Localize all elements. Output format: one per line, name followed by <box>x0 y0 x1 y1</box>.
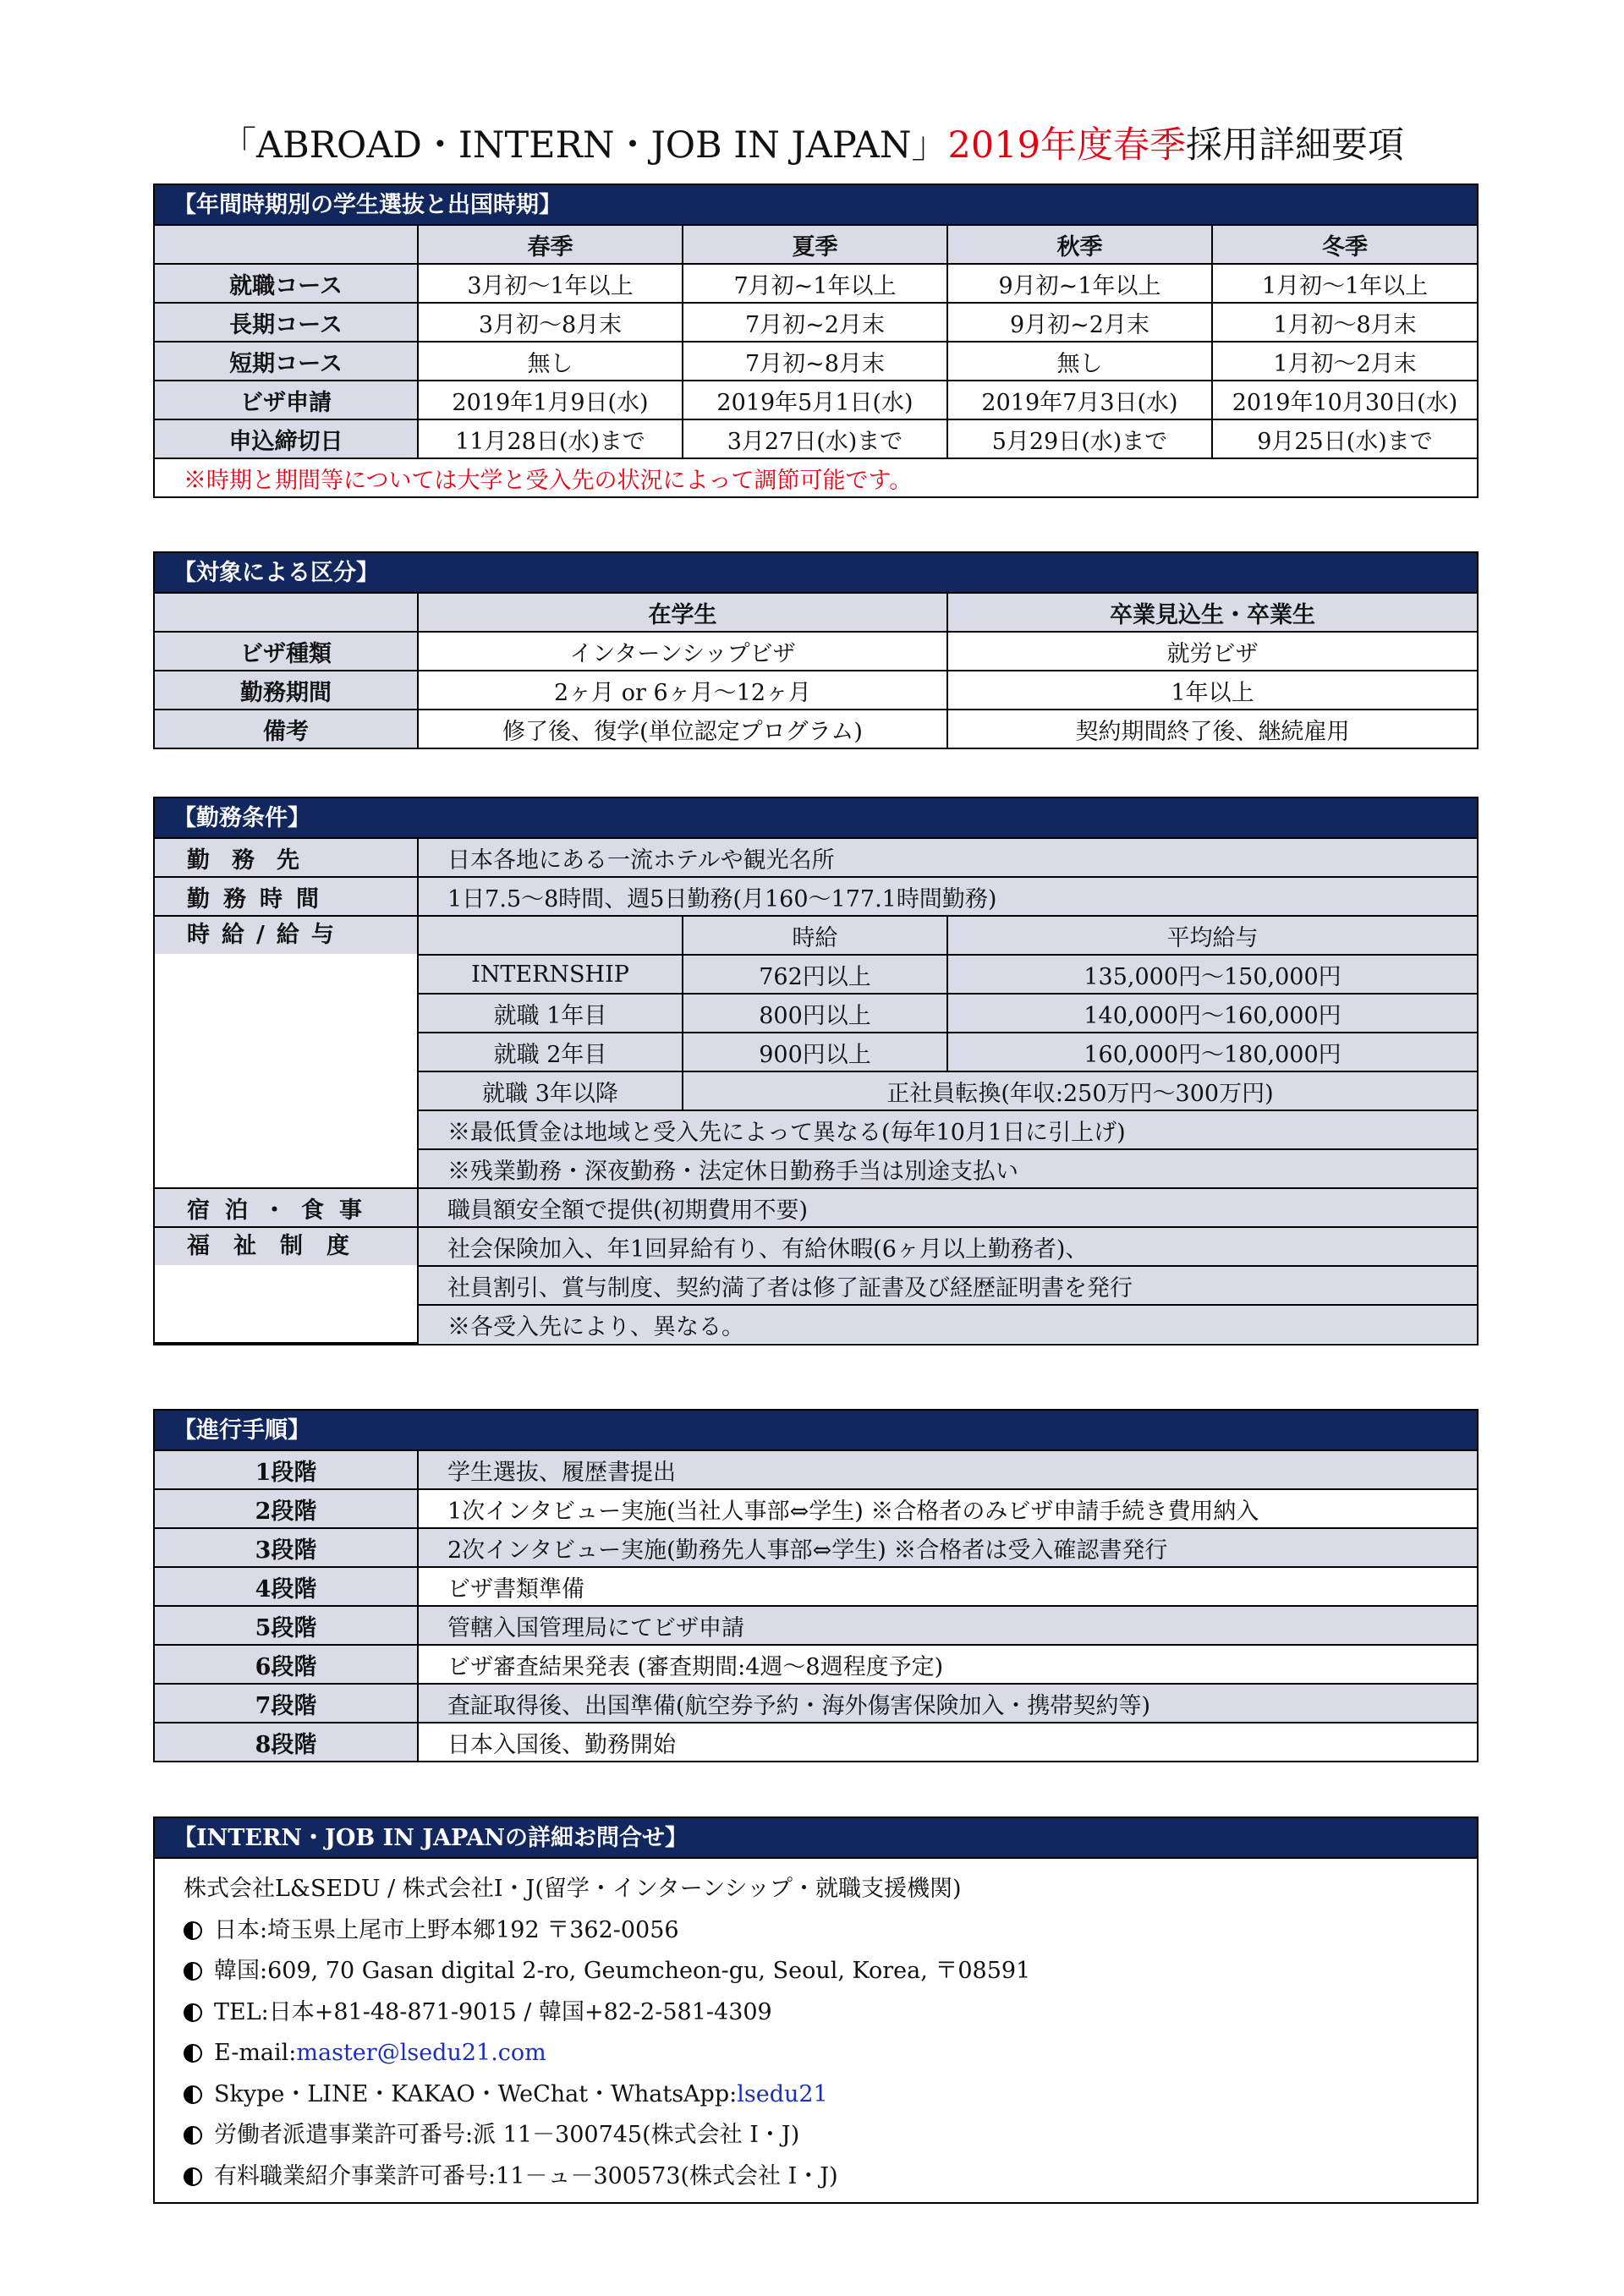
schedule-section <box>153 184 1479 498</box>
email-link[interactable]: master@lsedu21.com <box>296 2040 546 2066</box>
email-line: E-mail:master@lsedu21.com <box>184 2033 1477 2074</box>
half-filled-circle-icon <box>184 2044 202 2063</box>
wage-salary: 160,000円～180,000円 <box>947 1033 1477 1071</box>
step-label: 5段階 <box>155 1606 418 1645</box>
table-row <box>155 1567 1477 1606</box>
table-row <box>155 877 1477 916</box>
table-row <box>155 381 1477 419</box>
table-row <box>155 671 1477 710</box>
table-cell: 修了後、復学(単位認定プログラム) <box>418 710 947 748</box>
table-cell: 11月28日(水)まで <box>418 419 683 458</box>
table-row <box>155 342 1477 381</box>
column-header: 春季 <box>418 226 683 264</box>
license-line: 労働者派遣事業許可番号:派 11－300745(株式会社 I・J) <box>184 2115 1477 2156</box>
conditions-header: 【勤務条件】 <box>155 798 1477 839</box>
license-line: 有料職業紹介事業許可番号:11－ュ－300573(株式会社 I・J) <box>184 2156 1477 2198</box>
table-row <box>155 1489 1477 1528</box>
step-label: 1段階 <box>155 1451 418 1489</box>
tel-line: TEL:日本+81-48-871-9015 / 韓国+82-2-581-4309 <box>184 1992 1477 2034</box>
table-row <box>155 1723 1477 1761</box>
row-label-lodging: 宿泊・食事 <box>155 1188 418 1227</box>
step-text: 学生選抜、履歴書提出 <box>418 1451 1477 1489</box>
contact-header: 【INTERN・JOB IN JAPANの詳細お問合せ】 <box>155 1818 1477 1859</box>
welfare-line: ※各受入先により、異なる。 <box>418 1305 1477 1343</box>
step-label: 2段階 <box>155 1489 418 1528</box>
step-text: 2次インタビュー実施(勤務先人事部⇔学生) ※合格者は受入確認書発行 <box>418 1528 1477 1567</box>
table-header-row <box>155 226 1477 264</box>
table-cell: 1年以上 <box>947 671 1477 710</box>
process-section <box>153 1409 1479 1762</box>
column-header-salary: 平均給与 <box>947 916 1477 955</box>
step-text: ビザ書類準備 <box>418 1567 1477 1606</box>
half-filled-circle-icon <box>184 2167 202 2186</box>
table-cell: 9月25日(水)まで <box>1212 419 1477 458</box>
column-header: 在学生 <box>418 594 947 632</box>
step-label: 7段階 <box>155 1684 418 1723</box>
half-filled-circle-icon <box>184 2003 202 2022</box>
row-label-workplace: 勤務先 <box>155 839 418 877</box>
table-cell: 1月初～8月末 <box>1212 303 1477 342</box>
table-row <box>155 1188 1477 1227</box>
wage-note: ※残業勤務・深夜勤務・法定休日勤務手当は別途支払い <box>418 1149 1477 1188</box>
category-header: 【対象による区分】 <box>155 553 1477 594</box>
half-filled-circle-icon <box>184 2126 202 2145</box>
table-cell: 1月初～2月末 <box>1212 342 1477 381</box>
korea-address-line: 韓国:609, 70 Gasan digital 2-ro, Geumcheon-gu, Seoul, Korea, 〒08591 <box>184 1951 1477 1992</box>
step-text: 査証取得後、出国準備(航空券予約・海外傷害保険加入・携帯契約等) <box>418 1684 1477 1723</box>
table-cell: 2019年5月1日(水) <box>683 381 947 419</box>
table-row <box>155 632 1477 671</box>
page-title: 「ABROAD・INTERN・JOB IN JAPAN」2019年度春季採用詳細要項 <box>220 124 1404 167</box>
wage-type: INTERNSHIP <box>418 955 683 994</box>
table-cell: 3月初～8月末 <box>418 303 683 342</box>
table-header-row <box>155 594 1477 632</box>
wage-hourly: 762円以上 <box>683 955 947 994</box>
step-text: 管轄入国管理局にてビザ申請 <box>418 1606 1477 1645</box>
wage-salary: 140,000円～160,000円 <box>947 994 1477 1033</box>
row-label: 短期コース <box>155 342 418 381</box>
table-cell: 2019年1月9日(水) <box>418 381 683 419</box>
conditions-section <box>153 797 1479 1345</box>
table-row <box>155 1645 1477 1684</box>
row-label-wage: 時給/給与 <box>155 916 418 1188</box>
table-cell: 契約期間終了後、継続雇用 <box>947 710 1477 748</box>
wage-type: 就職 2年目 <box>418 1033 683 1071</box>
wage-hourly: 800円以上 <box>683 994 947 1033</box>
hours-value: 1日7.5～8時間、週5日勤務(月160～177.1時間勤務) <box>418 877 1477 916</box>
welfare-line: 社会保険加入、年1回昇給有り、有給休暇(6ヶ月以上勤務者)、 <box>418 1227 1477 1266</box>
table-cell: 9月初~2月末 <box>947 303 1212 342</box>
column-header: 夏季 <box>683 226 947 264</box>
table-row <box>155 710 1477 748</box>
table-cell: 3月27日(水)まで <box>683 419 947 458</box>
japan-address-line: 日本:埼玉県上尾市上野本郷192 〒362-0056 <box>184 1910 1477 1952</box>
table-cell: 就労ビザ <box>947 632 1477 671</box>
table-row <box>155 1227 1477 1266</box>
wage-note: ※最低賃金は地域と受入先によって異なる(毎年10月1日に引上げ) <box>418 1110 1477 1149</box>
wage-hourly: 900円以上 <box>683 1033 947 1071</box>
sns-link[interactable]: lsedu21 <box>737 2080 828 2107</box>
wage-type: 就職 3年以降 <box>418 1071 683 1110</box>
table-row <box>155 1528 1477 1567</box>
row-label-welfare: 福祉制度 <box>155 1227 418 1343</box>
schedule-header: 【年間時期別の学生選抜と出国時期】 <box>155 185 1477 226</box>
row-label: 就職コース <box>155 264 418 303</box>
step-text: 1次インタビュー実施(当社人事部⇔学生) ※合格者のみビザ申請手続き費用納入 <box>418 1489 1477 1528</box>
table-row <box>155 1684 1477 1723</box>
half-filled-circle-icon <box>184 1962 202 1981</box>
schedule-table <box>155 226 1477 496</box>
lodging-value: 職員額安全額で提供(初期費用不要) <box>418 1188 1477 1227</box>
table-row <box>155 1451 1477 1489</box>
step-label: 3段階 <box>155 1528 418 1567</box>
table-cell: 5月29日(水)まで <box>947 419 1212 458</box>
table-cell: 無し <box>418 342 683 381</box>
column-header-hourly: 時給 <box>683 916 947 955</box>
schedule-note: ※時期と期間等については大学と受入先の状況によって調節可能です。 <box>155 458 1477 496</box>
table-cell: インターンシップビザ <box>418 632 947 671</box>
category-section <box>153 551 1479 749</box>
row-label: ビザ種類 <box>155 632 418 671</box>
table-row <box>155 839 1477 877</box>
category-table <box>155 594 1477 748</box>
step-text: 日本入国後、勤務開始 <box>418 1723 1477 1761</box>
column-header: 卒業見込生・卒業生 <box>947 594 1477 632</box>
row-label: 長期コース <box>155 303 418 342</box>
process-header: 【進行手順】 <box>155 1411 1477 1451</box>
table-row <box>155 1606 1477 1645</box>
column-header: 冬季 <box>1212 226 1477 264</box>
table-cell: 7月初~8月末 <box>683 342 947 381</box>
row-label: 勤務期間 <box>155 671 418 710</box>
step-label: 6段階 <box>155 1645 418 1684</box>
row-label: 備考 <box>155 710 418 748</box>
step-label: 4段階 <box>155 1567 418 1606</box>
table-cell: 2019年10月30日(水) <box>1212 381 1477 419</box>
row-label: ビザ申請 <box>155 381 418 419</box>
wage-salary: 135,000円～150,000円 <box>947 955 1477 994</box>
step-label: 8段階 <box>155 1723 418 1761</box>
table-cell: 9月初~1年以上 <box>947 264 1212 303</box>
contact-body <box>155 1859 1477 2202</box>
workplace-value: 日本各地にある一流ホテルや観光名所 <box>418 839 1477 877</box>
table-row <box>155 303 1477 342</box>
welfare-line: 社員割引、賞与制度、契約満了者は修了証書及び経歴証明書を発行 <box>418 1266 1477 1305</box>
table-cell: 2019年7月3日(水) <box>947 381 1212 419</box>
table-row <box>155 264 1477 303</box>
row-label-hours: 勤務時間 <box>155 877 418 916</box>
contact-section <box>153 1817 1479 2204</box>
half-filled-circle-icon <box>184 1921 202 1940</box>
wage-type: 就職 1年目 <box>418 994 683 1033</box>
conditions-table <box>155 839 1477 1344</box>
table-row <box>155 916 1477 955</box>
table-cell: 1月初～1年以上 <box>1212 264 1477 303</box>
row-label: 申込締切日 <box>155 419 418 458</box>
company-line: 株式会社L&SEDU / 株式会社I・J(留学・インターンシップ・就職支援機関) <box>184 1876 962 1902</box>
table-cell: 3月初～1年以上 <box>418 264 683 303</box>
wage-third-value: 正社員転換(年収:250万円～300万円) <box>683 1071 1477 1110</box>
half-filled-circle-icon <box>184 2085 202 2104</box>
table-cell: 2ヶ月 or 6ヶ月～12ヶ月 <box>418 671 947 710</box>
table-cell: 7月初~2月末 <box>683 303 947 342</box>
step-text: ビザ審査結果発表 (審査期間:4週～8週程度予定) <box>418 1645 1477 1684</box>
column-header: 秋季 <box>947 226 1212 264</box>
table-row <box>155 458 1477 496</box>
process-table <box>155 1451 1477 1761</box>
table-row <box>155 419 1477 458</box>
table-cell: 7月初~1年以上 <box>683 264 947 303</box>
sns-line: Skype・LINE・KAKAO・WeChat・WhatsApp:lsedu21 <box>184 2074 1477 2116</box>
table-cell: 無し <box>947 342 1212 381</box>
